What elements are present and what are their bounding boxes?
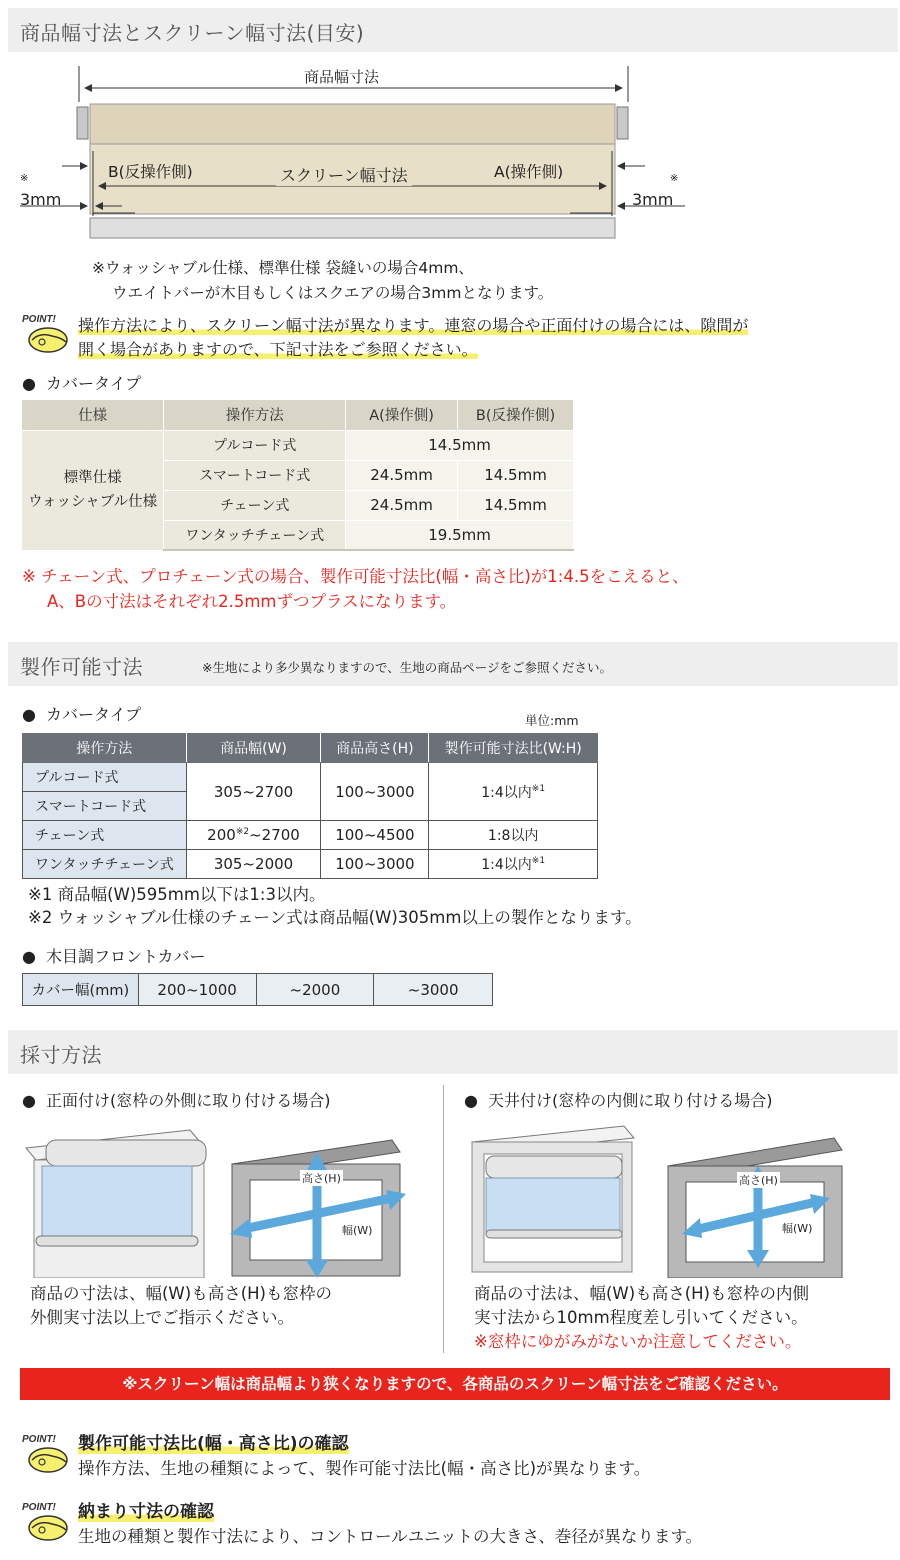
height-label: 高さ(H): [302, 1172, 341, 1185]
left-gap-label: 3mm: [20, 190, 62, 209]
point-desc-1: 操作方法、生地の種類によって、製作可能寸法比(幅・高さ比)が異なります。: [78, 1459, 651, 1478]
cover-type-label: ● カバータイプ: [22, 702, 141, 725]
unit-label: 単位:mm: [525, 713, 579, 728]
method-cell: スマートコード式: [23, 792, 187, 821]
value-cell: 24.5mm: [346, 490, 458, 520]
ceiling-mount-title: ● 天井付け(窓枠の内側に取り付ける場合): [464, 1088, 772, 1111]
footnote-2: ※2 ウォッシャブル仕様のチェーン式は商品幅(W)305mm以上の製作となります。: [28, 908, 642, 927]
section-title: 製作可能寸法: [20, 655, 143, 679]
right-gap-mark: ※: [670, 173, 679, 184]
method-cell: ワンタッチチェーン式: [23, 850, 187, 879]
width-label: 幅(W): [342, 1224, 373, 1237]
front-mount-illustration: [20, 1118, 440, 1278]
footnote-1: ※1 商品幅(W)595mm以下は1:3以内。: [28, 885, 326, 904]
section-header-dimensions: [8, 8, 898, 52]
cover-width-header: カバー幅(mm): [23, 974, 139, 1006]
section-title: 採寸方法: [20, 1043, 102, 1067]
a-side-label: A(操作側): [494, 160, 563, 182]
point-badge-icon: [18, 1498, 76, 1544]
value-cell: 24.5mm: [346, 460, 458, 490]
svg-text:POINT!: POINT!: [22, 1434, 56, 1445]
th-method: 操作方法: [164, 400, 346, 430]
method-cell: スマートコード式: [164, 460, 346, 490]
front-mount-title: ● 正面付け(窓枠の外側に取り付ける場合): [22, 1088, 330, 1111]
width-label: 幅(W): [782, 1222, 813, 1235]
ratio-cell: 1:8以内: [429, 821, 598, 850]
height-cell: 100~3000: [321, 850, 429, 879]
screen-width-label: スクリーン幅寸法: [276, 163, 412, 186]
red-note-1: ※ チェーン式、プロチェーン式の場合、製作可能寸法比(幅・高さ比)が1:4.5をこえると、: [22, 567, 689, 586]
point-desc-2: 生地の種類と製作寸法により、コントロールユニットの大きさ、巻径が異なります。: [78, 1527, 703, 1546]
cover-width-cell: ~3000: [374, 974, 493, 1006]
ratio-cell: 1:4以内$^{※1}$: [429, 850, 598, 879]
svg-text:POINT!: POINT!: [22, 1502, 56, 1513]
cover-width-cell: ~2000: [256, 974, 374, 1006]
red-note-2: A、Bの寸法はそれぞれ2.5mmずつプラスになります。: [47, 592, 457, 611]
method-cell: チェーン式: [23, 821, 187, 850]
th-spec: 仕様: [22, 400, 164, 430]
width-cell: 200$^{※2}$~2700: [186, 821, 321, 850]
th-a-side: A(操作側): [346, 400, 458, 430]
warning-banner: ※スクリーン幅は商品幅より狭くなりますので、各商品のスクリーン幅寸法をご確認ください。: [20, 1368, 890, 1400]
right-gap-label: 3mm: [632, 190, 674, 209]
method-cell: プルコード式: [23, 763, 187, 792]
point-text-2: 開く場合がありますので、下記寸法をご参照ください。: [78, 340, 478, 359]
value-cell: 14.5mm: [458, 490, 574, 520]
cover-width-cell: 200~1000: [138, 974, 256, 1006]
th-b-side: B(反操作側): [458, 400, 574, 430]
product-width-label: 商品幅寸法: [300, 66, 383, 87]
point-text-1: 操作方法により、スクリーン幅寸法が異なります。連窓の場合や正面付けの場合には、隙間が: [78, 316, 749, 335]
height-cell: 100~3000: [321, 763, 429, 821]
point-title-2: 納まり寸法の確認: [78, 1502, 214, 1522]
method-cell: プルコード式: [164, 430, 346, 460]
screen-width-diagram: [0, 56, 900, 246]
section-subnote: ※生地により多少異なりますので、生地の商品ページをご参照ください。: [202, 660, 612, 675]
width-cell: 305~2000: [186, 850, 321, 879]
width-cell: 305~2700: [186, 763, 321, 821]
th-width: 商品幅(W): [186, 734, 321, 763]
screen-width-table: [22, 400, 574, 551]
left-gap-mark: ※: [20, 173, 29, 184]
value-cell: 19.5mm: [346, 520, 574, 550]
front-mount-text-1: 商品の寸法は、幅(W)も高さ(H)も窓枠の: [30, 1284, 332, 1303]
height-label: 高さ(H): [739, 1174, 778, 1187]
wood-cover-table: [22, 973, 493, 1006]
diagram-note-1: ※ウォッシャブル仕様、標準仕様 袋縫いの場合4mm、: [92, 259, 474, 277]
wood-cover-label: ● 木目調フロントカバー: [22, 944, 206, 967]
cover-type-label: ● カバータイプ: [22, 371, 141, 394]
section-header-producible: [8, 642, 898, 686]
section-header-measuring: [8, 1030, 898, 1074]
point-badge-icon: [18, 310, 76, 356]
ceiling-mount-illustration: [464, 1118, 884, 1278]
spec-cell: 標準仕様 ウォッシャブル仕様: [22, 430, 164, 550]
ratio-cell: 1:4以内$^{※1}$: [429, 763, 598, 821]
producible-size-table: [22, 733, 598, 879]
diagram-note-2: ウエイトバーが木目もしくはスクエアの場合3mmとなります。: [112, 284, 554, 302]
svg-text:POINT!: POINT!: [22, 314, 56, 325]
th-ratio: 製作可能寸法比(W:H): [429, 734, 598, 763]
th-height: 商品高さ(H): [321, 734, 429, 763]
section-title: 商品幅寸法とスクリーン幅寸法(目安): [20, 21, 365, 45]
th-method: 操作方法: [23, 734, 187, 763]
method-cell: チェーン式: [164, 490, 346, 520]
column-divider: [443, 1085, 444, 1353]
height-cell: 100~4500: [321, 821, 429, 850]
front-mount-text-2: 外側実寸法以上でご指示ください。: [30, 1308, 294, 1327]
b-side-label: B(反操作側): [108, 160, 193, 182]
ceiling-mount-text-2: 実寸法から10mm程度差し引いてください。: [474, 1308, 808, 1327]
point-title-1: 製作可能寸法比(幅・高さ比)の確認: [78, 1434, 349, 1454]
value-cell: 14.5mm: [346, 430, 574, 460]
ceiling-mount-text-1: 商品の寸法は、幅(W)も高さ(H)も窓枠の内側: [474, 1284, 809, 1303]
method-cell: ワンタッチチェーン式: [164, 520, 346, 550]
point-badge-icon: [18, 1430, 76, 1476]
ceiling-mount-warning: ※窓枠にゆがみがないか注意してください。: [474, 1332, 802, 1351]
value-cell: 14.5mm: [458, 460, 574, 490]
